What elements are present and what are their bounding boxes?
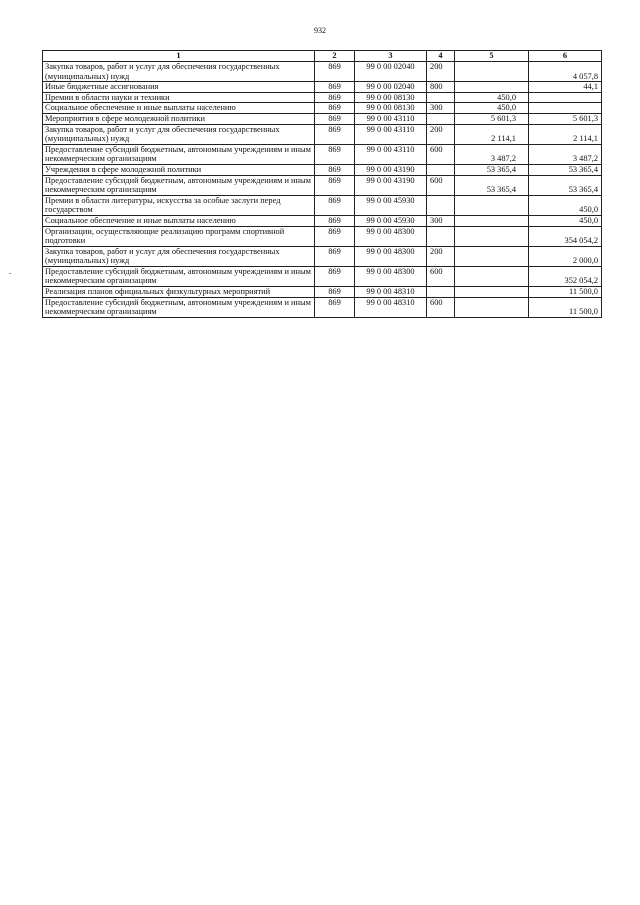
row-amount-6-cell: 53 365,4 bbox=[529, 164, 602, 175]
row-amount-6-cell: 2 114,1 bbox=[529, 124, 602, 144]
row-type-cell bbox=[427, 195, 455, 215]
row-type-cell bbox=[427, 92, 455, 103]
row-code-cell: 869 bbox=[315, 226, 355, 246]
page-number: 932 bbox=[314, 26, 326, 35]
row-amount-6-cell bbox=[529, 92, 602, 103]
row-amount-6-cell: 354 054,2 bbox=[529, 226, 602, 246]
table-row bbox=[43, 287, 602, 298]
row-amount-6-cell: 3 487,2 bbox=[529, 144, 602, 164]
row-name-cell: Организации, осуществляющие реализацию программ спортивной подготовки bbox=[43, 226, 315, 246]
row-amount-5-cell bbox=[455, 246, 529, 266]
row-amount-5-cell bbox=[455, 297, 529, 317]
row-amount-6-cell: 11 500,0 bbox=[529, 297, 602, 317]
table-row bbox=[43, 297, 602, 317]
row-amount-5-cell: 3 487,2 bbox=[455, 144, 529, 164]
row-name-cell: Предоставление субсидий бюджетным, автономным учреждениям и иным некоммерческим организациям bbox=[43, 175, 315, 195]
row-type-cell: 200 bbox=[427, 124, 455, 144]
row-type-cell: 800 bbox=[427, 82, 455, 93]
row-type-cell: 600 bbox=[427, 175, 455, 195]
column-header-6: 6 bbox=[529, 51, 602, 62]
row-amount-5-cell: 2 114,1 bbox=[455, 124, 529, 144]
table-row bbox=[43, 92, 602, 103]
row-name-cell: Предоставление субсидий бюджетным, автономным учреждениям и иным некоммерческим организациям bbox=[43, 297, 315, 317]
row-name-cell: Учреждения в сфере молодежной политики bbox=[43, 164, 315, 175]
row-amount-5-cell bbox=[455, 62, 529, 82]
row-name-cell: Предоставление субсидий бюджетным, автономным учреждениям и иным некоммерческим организациям bbox=[43, 266, 315, 286]
row-code-cell: 869 bbox=[315, 124, 355, 144]
row-amount-5-cell: 53 365,4 bbox=[455, 175, 529, 195]
row-target-cell: 99 0 00 43110 bbox=[355, 144, 427, 164]
row-target-cell: 99 0 00 02040 bbox=[355, 62, 427, 82]
row-name-cell: Мероприятия в сфере молодежной политики bbox=[43, 113, 315, 124]
row-amount-5-cell bbox=[455, 266, 529, 286]
row-name-cell: Премии в области науки и техники bbox=[43, 92, 315, 103]
table-row bbox=[43, 124, 602, 144]
row-type-cell bbox=[427, 113, 455, 124]
row-target-cell: 99 0 00 48300 bbox=[355, 226, 427, 246]
row-amount-6-cell bbox=[529, 103, 602, 114]
table-row bbox=[43, 215, 602, 226]
row-amount-5-cell bbox=[455, 195, 529, 215]
row-type-cell bbox=[427, 287, 455, 298]
row-amount-5-cell: 5 601,3 bbox=[455, 113, 529, 124]
row-name-cell: Реализация планов официальных физкультурных мероприятий bbox=[43, 287, 315, 298]
budget-table bbox=[42, 50, 602, 318]
row-name-cell: Социальное обеспечение и иные выплаты населению bbox=[43, 103, 315, 114]
row-amount-6-cell: 450,0 bbox=[529, 215, 602, 226]
column-header-5: 5 bbox=[455, 51, 529, 62]
table-body bbox=[43, 62, 602, 318]
row-amount-6-cell: 44,1 bbox=[529, 82, 602, 93]
table-row bbox=[43, 144, 602, 164]
row-target-cell: 99 0 00 43190 bbox=[355, 175, 427, 195]
table-row bbox=[43, 195, 602, 215]
row-type-cell: 300 bbox=[427, 103, 455, 114]
row-target-cell: 99 0 00 43110 bbox=[355, 113, 427, 124]
row-type-cell: 200 bbox=[427, 246, 455, 266]
row-name-cell: Закупка товаров, работ и услуг для обеспечения государственных (муниципальных) нужд bbox=[43, 124, 315, 144]
row-type-cell: 200 bbox=[427, 62, 455, 82]
row-code-cell: 869 bbox=[315, 266, 355, 286]
row-code-cell: 869 bbox=[315, 215, 355, 226]
row-target-cell: 99 0 00 48310 bbox=[355, 287, 427, 298]
table-row bbox=[43, 175, 602, 195]
row-target-cell: 99 0 00 45930 bbox=[355, 195, 427, 215]
column-header-2: 2 bbox=[315, 51, 355, 62]
table-header-row bbox=[43, 51, 602, 62]
row-amount-6-cell: 450,0 bbox=[529, 195, 602, 215]
row-amount-5-cell: 53 365,4 bbox=[455, 164, 529, 175]
table-row bbox=[43, 113, 602, 124]
table-row bbox=[43, 266, 602, 286]
row-code-cell: 869 bbox=[315, 62, 355, 82]
table-row bbox=[43, 226, 602, 246]
row-target-cell: 99 0 00 48300 bbox=[355, 246, 427, 266]
row-name-cell: Социальное обеспечение и иные выплаты населению bbox=[43, 215, 315, 226]
row-amount-5-cell bbox=[455, 287, 529, 298]
row-type-cell bbox=[427, 164, 455, 175]
row-code-cell: 869 bbox=[315, 195, 355, 215]
row-type-cell: 600 bbox=[427, 266, 455, 286]
row-target-cell: 99 0 00 43190 bbox=[355, 164, 427, 175]
table-row bbox=[43, 164, 602, 175]
row-amount-6-cell: 4 057,8 bbox=[529, 62, 602, 82]
row-target-cell: 99 0 00 43110 bbox=[355, 124, 427, 144]
row-name-cell: Предоставление субсидий бюджетным, автономным учреждениям и иным некоммерческим организациям bbox=[43, 144, 315, 164]
row-amount-6-cell: 11 500,0 bbox=[529, 287, 602, 298]
row-code-cell: 869 bbox=[315, 82, 355, 93]
row-amount-6-cell: 5 601,3 bbox=[529, 113, 602, 124]
row-target-cell: 99 0 00 08130 bbox=[355, 92, 427, 103]
row-type-cell: 600 bbox=[427, 144, 455, 164]
row-amount-5-cell: 450,0 bbox=[455, 103, 529, 114]
row-target-cell: 99 0 00 45930 bbox=[355, 215, 427, 226]
row-name-cell: Премии в области литературы, искусства за особые заслуги перед государством bbox=[43, 195, 315, 215]
row-code-cell: 869 bbox=[315, 164, 355, 175]
row-code-cell: 869 bbox=[315, 103, 355, 114]
row-code-cell: 869 bbox=[315, 246, 355, 266]
row-type-cell: 600 bbox=[427, 297, 455, 317]
row-code-cell: 869 bbox=[315, 144, 355, 164]
column-header-1: 1 bbox=[43, 51, 315, 62]
column-header-4: 4 bbox=[427, 51, 455, 62]
row-amount-6-cell: 352 054,2 bbox=[529, 266, 602, 286]
row-amount-6-cell: 2 000,0 bbox=[529, 246, 602, 266]
row-target-cell: 99 0 00 08130 bbox=[355, 103, 427, 114]
table-row bbox=[43, 103, 602, 114]
row-target-cell: 99 0 00 02040 bbox=[355, 82, 427, 93]
row-name-cell: Иные бюджетные ассигнования bbox=[43, 82, 315, 93]
row-code-cell: 869 bbox=[315, 287, 355, 298]
row-amount-5-cell bbox=[455, 82, 529, 93]
table-row bbox=[43, 246, 602, 266]
row-code-cell: 869 bbox=[315, 297, 355, 317]
row-name-cell: Закупка товаров, работ и услуг для обеспечения государственных (муниципальных) нужд bbox=[43, 62, 315, 82]
row-code-cell: 869 bbox=[315, 175, 355, 195]
row-type-cell bbox=[427, 226, 455, 246]
row-type-cell: 300 bbox=[427, 215, 455, 226]
row-code-cell: 869 bbox=[315, 113, 355, 124]
row-amount-5-cell: 450,0 bbox=[455, 92, 529, 103]
column-header-3: 3 bbox=[355, 51, 427, 62]
row-amount-6-cell: 53 365,4 bbox=[529, 175, 602, 195]
margin-mark: - bbox=[9, 269, 12, 277]
row-amount-5-cell bbox=[455, 215, 529, 226]
row-target-cell: 99 0 00 48300 bbox=[355, 266, 427, 286]
row-amount-5-cell bbox=[455, 226, 529, 246]
row-name-cell: Закупка товаров, работ и услуг для обеспечения государственных (муниципальных) нужд bbox=[43, 246, 315, 266]
table-row bbox=[43, 62, 602, 82]
row-code-cell: 869 bbox=[315, 92, 355, 103]
row-target-cell: 99 0 00 48310 bbox=[355, 297, 427, 317]
table-row bbox=[43, 82, 602, 93]
